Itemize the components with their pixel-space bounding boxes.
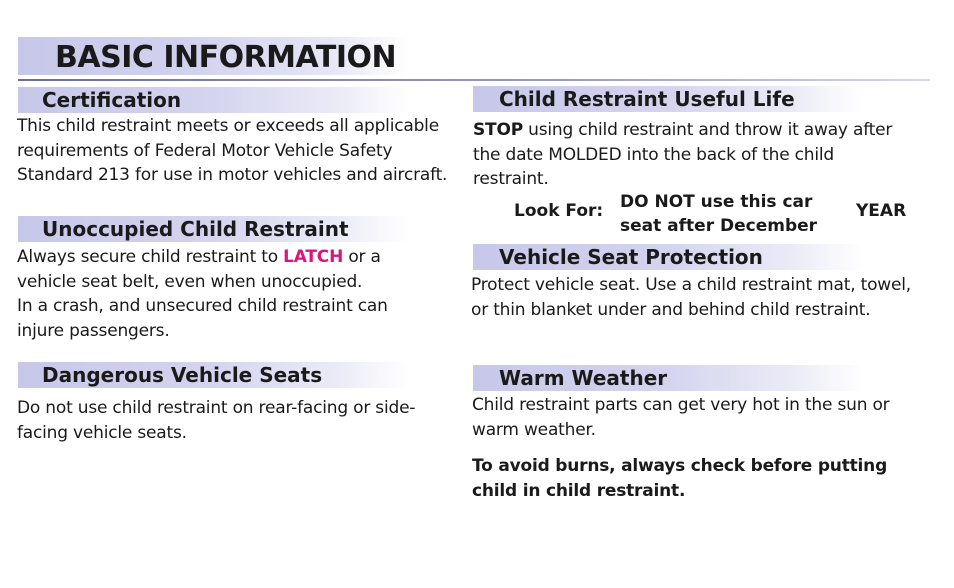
warm-weather-text: Child restraint parts can get very hot in the sun or warm weather. xyxy=(472,395,890,440)
useful-life-text-main: using child restraint and throw it away after the date MOLDED into the back of the child restraint. xyxy=(473,120,893,189)
warm-weather-heading: Warm Weather xyxy=(499,366,668,390)
burn-warning-text: To avoid burns, always check before putting child in child restraint. xyxy=(472,456,888,501)
dangerous-text: Do not use child restraint on rear-facing or side-facing vehicle seats. xyxy=(17,398,416,443)
molded-label-line-2: seat after December xyxy=(620,216,818,236)
page-title: BASIC INFORMATION xyxy=(55,40,397,75)
molded-date-label xyxy=(620,190,817,238)
latch-term: LATCH xyxy=(283,247,344,267)
seat-protection-heading: Vehicle Seat Protection xyxy=(499,245,763,269)
unoccupied-text xyxy=(17,245,437,294)
unoccupied-text-pre: Always secure child restraint to xyxy=(17,247,278,267)
useful-life-heading: Child Restraint Useful Life xyxy=(499,87,795,111)
certification-text: This child restraint meets or exceeds all applicable requirements of Federal Motor Vehicle Safety Standard 213 for use in motor vehicles and aircraft. xyxy=(17,116,448,185)
year-label: YEAR xyxy=(856,201,907,221)
unoccupied-warning-text: In a crash, and unsecured child restraint can injure passengers. xyxy=(17,296,388,341)
stop-term: STOP xyxy=(473,120,523,140)
look-for-label: Look For: xyxy=(514,201,604,221)
unoccupied-heading: Unoccupied Child Restraint xyxy=(42,217,349,241)
certification-heading: Certification xyxy=(42,88,182,112)
useful-life-text xyxy=(473,118,903,192)
molded-label-line-1: DO NOT use this car xyxy=(620,192,813,212)
seat-protection-text: Protect vehicle seat. Use a child restraint mat, towel, or thin blanket under and behind child restraint. xyxy=(471,275,911,320)
title-divider xyxy=(18,79,930,81)
unoccupied-text-post: or a vehicle seat belt, even when unoccupied. xyxy=(17,247,381,292)
dangerous-heading: Dangerous Vehicle Seats xyxy=(42,363,323,387)
